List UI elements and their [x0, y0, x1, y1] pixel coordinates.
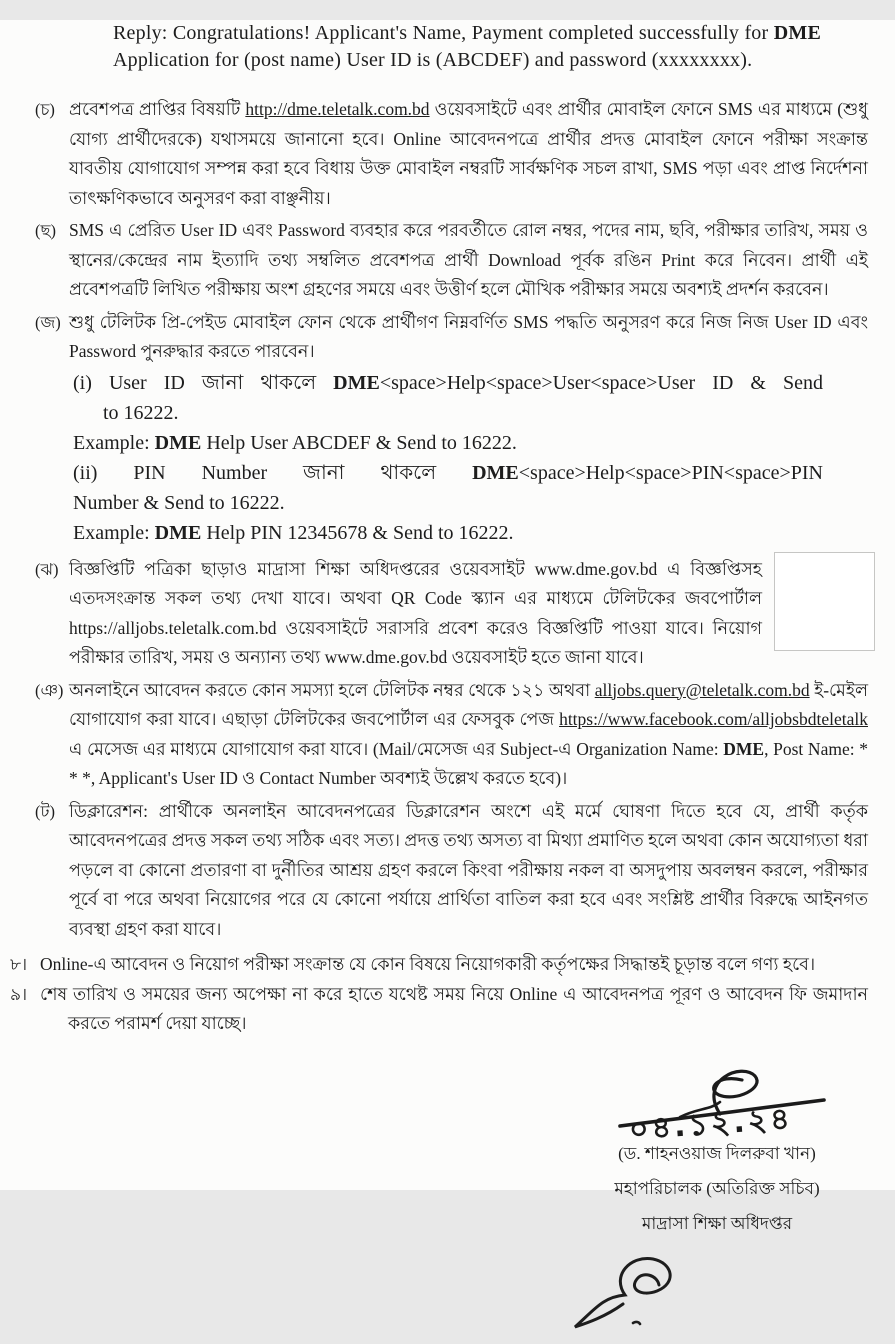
sms-line-pin: (ii) PIN Number জানা থাকলে DME<space>Help<space>PIN<space>PIN — [73, 461, 823, 484]
signature-block — [0, 1062, 895, 1241]
item-marker: ৯। — [10, 985, 28, 1004]
sms-line-example-pin: Example: DME Help PIN 12345678 & Send to 16222. — [73, 521, 514, 544]
signatory-organization: মাদ্রাসা শিক্ষা অধিদপ্তর — [641, 1214, 793, 1233]
lettered-list — [35, 95, 868, 944]
list-item-nya — [35, 676, 868, 794]
signature-scribble — [545, 1249, 720, 1339]
item-content: Online-এ আবেদন ও নিয়োগ পরীক্ষা সংক্রান্ত যে কোন বিষয়ে নিয়োগকারী কর্তৃপক্ষের সিদ্ধান্তই চূড়ান্ত বলে গণ্য হবে। — [40, 954, 816, 974]
sms-instructions — [73, 368, 823, 548]
list-item-ta — [35, 797, 868, 945]
numbered-item-8 — [10, 950, 868, 979]
sms-line-send-to: to 16222. — [103, 401, 179, 424]
item-content: প্রবেশপত্র প্রাপ্তির বিষয়টি http://dme.teletalk.com.bd ওয়েবসাইটে এবং প্রার্থীর মোবাইল ফোনে SMS এর মাধ্যমে (শুধু যোগ্য প্রার্থীদেরকে) যথাসময়ে জানানো হবে। Online আবেদনপত্রে প্রার্থীর প্রদত্ত মোবাইল ফোনে পরীক্ষা সংক্রান্ত যাবতীয় যোগাযোগ সম্পন্ন করা হবে বিধায় উক্ত মোবাইল নম্বরটি সার্বক্ষণিক সচল রাখা, SMS পড়া এবং প্রাপ্ত নির্দেশনা তাৎক্ষণিকভাবে অনুসরণ করা বাঞ্ছনীয়। — [69, 99, 868, 208]
numbered-item-9 — [10, 980, 868, 1038]
item-marker: (ঝ) — [35, 559, 59, 579]
item-intro: শুধু টেলিটক প্রি-পেইড মোবাইল ফোন থেকে প্রার্থীগণ নিম্নবর্ণিত SMS পদ্ধতি অনুসরণ করে নিজ নিজ User ID এবং Password পুনরুদ্ধার করতে পারবেন। — [69, 311, 868, 361]
reply-text: Reply: Congratulations! Applicant's Name, Payment completed successfully for DME Application for (post name) User ID is (ABCDEF) and password (xxxxxxxx). — [113, 22, 821, 71]
item-marker: (চ) — [35, 100, 55, 119]
list-item-chha — [35, 216, 868, 305]
bottom-scribble-area — [0, 1249, 895, 1344]
item-marker: ৮। — [10, 955, 28, 974]
item-content: শেষ তারিখ ও সময়ের জন্য অপেক্ষা না করে হাতে যথেষ্ট সময় নিয়ে Online এ আবেদনপত্র পূরণ ও আবেদন ফি জমাদান করতে পরামর্শ দেয়া যাচ্ছে। — [40, 984, 868, 1033]
numbered-list — [10, 950, 868, 1038]
signatory-title: মহাপরিচালক (অতিরিক্ত সচিব) — [614, 1179, 820, 1198]
item-marker: (ঞ) — [35, 680, 64, 700]
list-item-cha — [35, 95, 868, 213]
signature-date: ০৪.১২.২৪ — [627, 1101, 794, 1148]
item-content: SMS এ প্রেরিত User ID এবং Password ব্যবহার করে পরবর্তীতে রোল নম্বর, পদের নাম, ছবি, পরীক্ষার তারিখ, সময় ও স্থানের/কেন্দ্রের নাম ইত্যাদি তথ্য সম্বলিত প্রবেশপত্র প্রার্থী Download পূর্বক রঙিন Print করে নিবেন। প্রার্থী এই প্রবেশপত্রটি লিখিত পরীক্ষায় অংশ গ্রহণের সময়ে এবং উত্তীর্ণ হলে মৌখিক পরীক্ষার সময়ে অবশ্যই প্রদর্শন করবেন। — [69, 220, 868, 299]
sms-line-user-id: (i) User ID জানা থাকলে DME<space>Help<space>User<space>User ID & Send — [73, 371, 824, 394]
item-marker: (ট) — [35, 801, 55, 821]
sms-line-pin-send: Number & Send to 16222. — [73, 491, 285, 514]
item-content: ডিক্লারেশন: প্রার্থীকে অনলাইন আবেদনপত্রের ডিক্লারেশন অংশে এই মর্মে ঘোষণা দিতে হবে যে, প্রার্থী কর্তৃক আবেদনপত্রের প্রদত্ত সকল তথ্য সঠিক এবং সত্য। প্রদত্ত তথ্য অসত্য বা মিথ্যা প্রমাণিত হলে অথবা কোন অযোগ্যতা ধরা পড়লে বা কোনো প্রতারণা বা দুর্নীতির আশ্রয় গ্রহণ করলে কিংবা পরীক্ষায় নকল বা অসদুপায় অবলম্বন করলে, পরীক্ষার পূর্বে বা পরে অথবা নিয়োগের পরে যে কোনো পর্যায়ে প্রার্থিতা বাতিল করা হবে এবং সংশ্লিষ্ট প্রার্থীর বিরুদ্ধে আইনগত ব্যবস্থা গ্রহণ করা যাবে। — [69, 800, 868, 939]
document-page — [0, 20, 895, 1233]
list-item-jha — [35, 555, 868, 673]
item-marker: (জ) — [35, 312, 61, 332]
item-content: অনলাইনে আবেদন করতে কোন সমস্যা হলে টেলিটক নম্বর থেকে ১২১ অথবা alljobs.query@teletalk.com.bd ই-মেইল যোগাযোগ করা যাবে। এছাড়া টেলিটকের জবপোর্টাল এর ফেসবুক পেজ https://www.facebook.com/alljobsbdteletalk এ মেসেজ এর মাধ্যমে যোগাযোগ করা যাবে। (Mail/মেসেজ এর Subject-এ Organization Name: DME, Post Name: * * *, Applicant's User ID ও Contact Number অবশ্যই উল্লেখ করতে হবে)। — [69, 679, 868, 788]
signatory-name: (ড. শাহনওয়াজ দিলরুবা খান) — [618, 1144, 816, 1163]
list-item-ja — [35, 308, 868, 552]
item-content — [69, 308, 868, 552]
sms-line-example-user: Example: DME Help User ABCDEF & Send to 16222. — [73, 431, 517, 454]
qr-code — [774, 552, 875, 651]
item-marker: (ছ) — [35, 221, 56, 240]
item-content: বিজ্ঞপ্তিটি পত্রিকা ছাড়াও মাদ্রাসা শিক্ষা অধিদপ্তরের ওয়েবসাইট www.dme.gov.bd এ বিজ্ঞপ্তিসহ এতদসংক্রান্ত সকল তথ্য দেখা যাবে। অথবা QR Code স্ক্যান এর মাধ্যমে টেলিটকের জবপোর্টাল https://alljobs.teletalk.com.bd ওয়েবসাইটে সরাসরি প্রবেশ করেও বিজ্ঞপ্তিটি পাওয়া যাবে। নিয়োগ পরীক্ষার তারিখ, সময় ও অন্যান্য তথ্য www.dme.gov.bd ওয়েবসাইট হতে জানা যাবে। — [69, 558, 762, 667]
